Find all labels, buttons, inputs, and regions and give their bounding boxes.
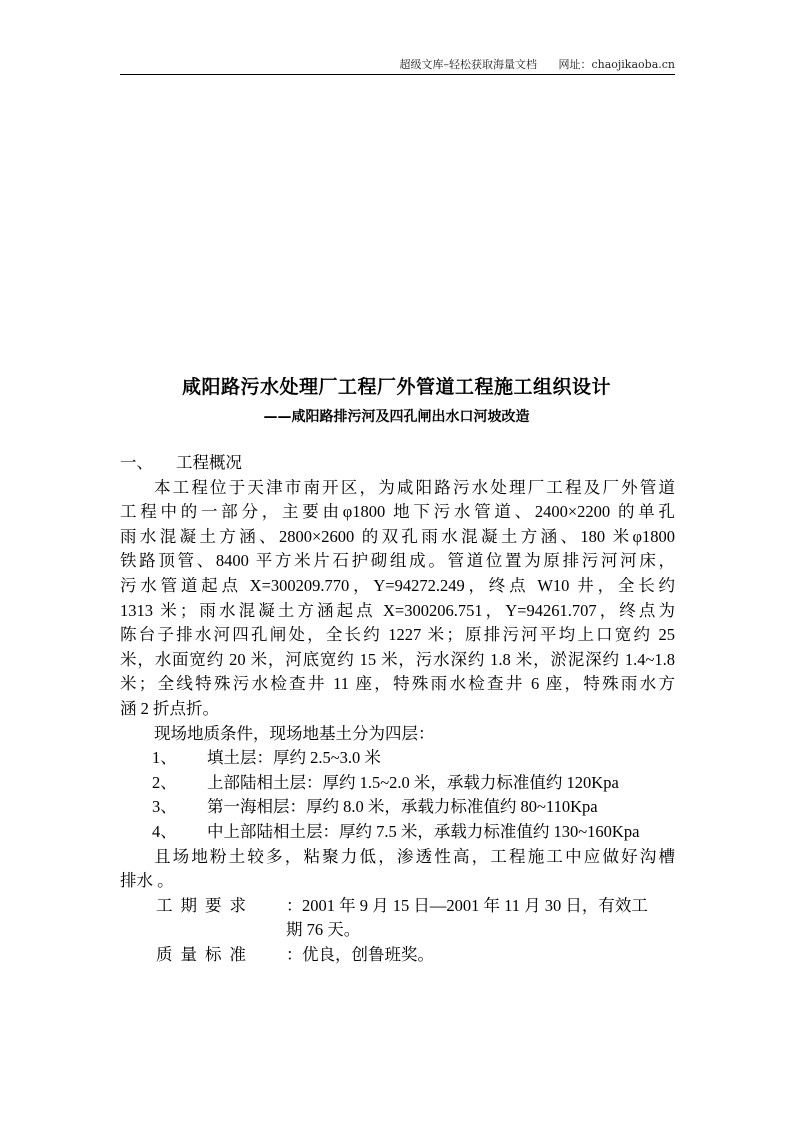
document-body: [120, 451, 675, 967]
schedule-value-cont: 期 76 天。: [286, 920, 361, 940]
document-subtitle: ——咸阳路排污河及四孔闸出水口河坡改造: [263, 409, 530, 425]
quality-value: 优良，创鲁班奖。: [302, 944, 434, 964]
quality-standard: [120, 943, 675, 968]
paragraph-line: 雨水混凝土方涵、2800×2600 的双孔雨水混凝土方涵、180 米φ1800: [120, 526, 675, 546]
paragraph-line: 米，水面宽约 20 米，河底宽约 15 米，污水深约 1.8 米，淤泥深约 1.4~1.8: [120, 649, 675, 669]
paragraph-line: 米；全线特殊污水检查井 11 座，特殊雨水检查井 6 座，特殊雨水方: [120, 674, 675, 694]
section-number: 一、: [120, 453, 153, 472]
quality-colon: ：: [286, 944, 303, 964]
list-number: 2、: [152, 772, 177, 792]
paragraph-line: 排水 。: [120, 871, 174, 891]
soil-note-paragraph: [120, 845, 675, 894]
quality-label: 质量标准: [156, 944, 254, 964]
section-heading: [120, 451, 675, 476]
paragraph-line: 污水管道起点 X=300209.770，Y=94272.249，终点 W10 井，全长约: [120, 575, 675, 595]
list-text: 填土层：厚约 2.5~3.0 米: [207, 748, 381, 768]
list-text: 第一海相层：厚约 8.0 米，承载力标准值约 80~110Kpa: [207, 797, 598, 817]
section-title: 工程概况: [176, 453, 242, 472]
list-text: 上部陆相土层：厚约 1.5~2.0 米，承载力标准值约 120Kpa: [207, 772, 619, 792]
header-library-text: 超级文库–轻松获取海量文档: [399, 58, 537, 71]
list-item: [120, 795, 675, 820]
soil-layer-list: [120, 746, 675, 844]
schedule-requirement: [120, 894, 675, 943]
paragraph-line: 工程中的一部分，主要由φ1800 地下污水管道、2400×2200 的单孔: [120, 502, 675, 522]
document-title: 咸阳路污水处理厂工程厂外管道工程施工组织设计: [181, 376, 611, 398]
paragraph-line: 本工程位于天津市南开区，为咸阳路污水处理厂工程及厂外管道: [154, 477, 675, 497]
schedule-label: 工期要求: [156, 895, 254, 915]
overview-paragraph: [120, 476, 675, 722]
paragraph-line: 涵 2 折点折。: [120, 698, 219, 718]
paragraph-line: 陈台子排水河四孔闸处，全长约 1227 米；原排污河平均上口宽约 25: [120, 625, 675, 645]
geology-intro-text: 现场地质条件，现场地基土分为四层：: [154, 723, 435, 743]
list-number: 3、: [152, 797, 177, 817]
list-item: [120, 820, 675, 845]
geology-intro: [120, 722, 675, 747]
list-number: 1、: [152, 748, 177, 768]
schedule-value: 2001 年 9 月 15 日—2001 年 11 月 30 日，有效工: [302, 895, 648, 915]
schedule-colon: ：: [286, 895, 303, 915]
list-number: 4、: [152, 821, 177, 841]
paragraph-line: 1313 米；雨水混凝土方涵起点 X=300206.751，Y=94261.707，终点为: [120, 600, 675, 620]
paragraph-line: 铁路顶管、8400 平方米片石护砌组成。管道位置为原排污河河床，: [120, 551, 675, 571]
paragraph-line: 且场地粉土较多，粘聚力低，渗透性高，工程施工中应做好沟槽: [154, 846, 675, 866]
page-header: [120, 56, 675, 75]
header-site-text: 网址：chaojikaoba.cn: [558, 58, 675, 71]
list-text: 中上部陆相土层：厚约 7.5 米，承载力标准值约 130~160Kpa: [207, 821, 640, 841]
list-item: [120, 771, 675, 796]
list-item: [120, 746, 675, 771]
